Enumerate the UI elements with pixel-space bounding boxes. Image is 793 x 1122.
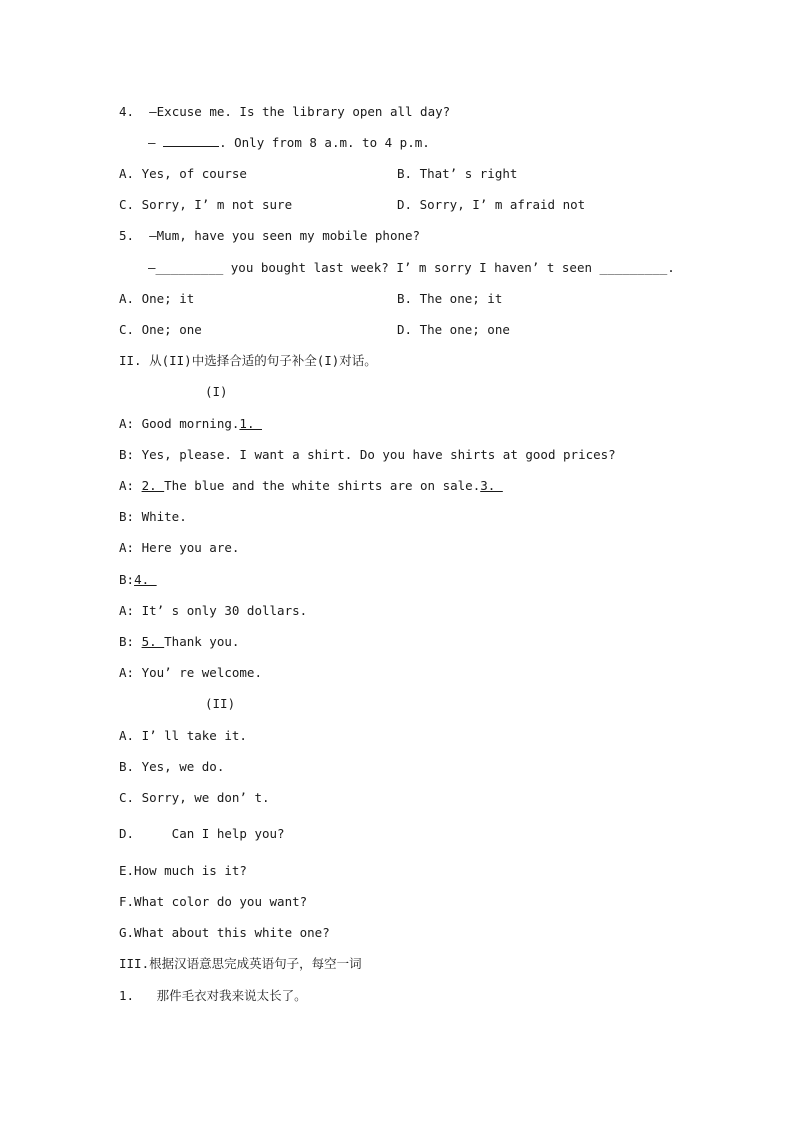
- q4-reply-line: [148, 135, 430, 151]
- q5-number: 5.: [119, 228, 135, 243]
- q5-question-line: [119, 228, 420, 244]
- q5-option-a: A. One; it: [119, 291, 195, 306]
- dialogue-line-2: B: Yes, please. I want a shirt. Do you have shirts at good prices?: [119, 447, 616, 462]
- q4-reply-text: . Only from 8 a.m. to 4 p.m.: [219, 135, 430, 150]
- choice-d: D. Can I help you?: [119, 826, 285, 841]
- part1-label: (I): [205, 384, 228, 399]
- dialogue-line-8-text: Thank you.: [164, 634, 240, 649]
- dialogue-line-6-prefix: B:: [119, 572, 135, 587]
- choice-g: G.What about this white one?: [119, 925, 330, 940]
- dialogue-line-1: [119, 416, 262, 432]
- choice-b: B. Yes, we do.: [119, 759, 225, 774]
- q4-option-d: D. Sorry, I’ m afraid not: [397, 197, 586, 212]
- choice-a: A. I’ ll take it.: [119, 728, 247, 743]
- choice-f: F.What color do you want?: [119, 894, 308, 909]
- dialogue-line-6: [119, 572, 157, 588]
- dialogue-line-3-text: The blue and the white shirts are on sale.: [164, 478, 481, 493]
- part2-label: (II): [205, 696, 236, 711]
- q4-question-line: [119, 104, 450, 120]
- q4-option-b: B. That’ s right: [397, 166, 518, 181]
- dialogue-blank-3[interactable]: 3.: [480, 478, 503, 493]
- section2-heading: [119, 353, 377, 369]
- dialogue-line-1-text: A: Good morning.: [119, 416, 240, 431]
- q4-option-c: C. Sorry, I’ m not sure: [119, 197, 293, 212]
- dialogue-blank-5[interactable]: 5.: [141, 634, 165, 649]
- q5-option-c: C. One; one: [119, 322, 202, 337]
- dialogue-line-4: B: White.: [119, 509, 187, 524]
- q4-question: —Excuse me. Is the library open all day?: [149, 104, 451, 119]
- dialogue-line-9: A: You’ re welcome.: [119, 665, 262, 680]
- dialogue-line-3-prefix: A:: [119, 478, 142, 493]
- dialogue-line-5: A: Here you are.: [119, 540, 240, 555]
- dialogue-line-3: [119, 478, 503, 494]
- q4-reply-dash: —: [148, 135, 156, 150]
- dialogue-blank-1[interactable]: 1.: [239, 416, 262, 431]
- section3-heading-text: III.根据汉语意思完成英语句子，每空一词: [119, 956, 362, 971]
- q5-option-b: B. The one; it: [397, 291, 503, 306]
- q5-reply: —_________ you bought last week? I’ m sorry I haven’ t seen _________.: [148, 260, 675, 275]
- q5-option-d: D. The one; one: [397, 322, 510, 337]
- section3-heading: [119, 956, 362, 972]
- dialogue-line-8-prefix: B:: [119, 634, 142, 649]
- dialogue-blank-4[interactable]: 4.: [134, 572, 157, 587]
- q4-option-a: A. Yes, of course: [119, 166, 247, 181]
- dialogue-blank-2[interactable]: 2.: [141, 478, 165, 493]
- q4-answer-blank[interactable]: [163, 146, 219, 147]
- dialogue-line-8: [119, 634, 239, 650]
- choice-e: E.How much is it?: [119, 863, 247, 878]
- choice-c: C. Sorry, we don’ t.: [119, 790, 270, 805]
- section2-heading-text: II. 从(II)中选择合适的句子补全(I)对话。: [119, 353, 377, 368]
- dialogue-line-7: A: It’ s only 30 dollars.: [119, 603, 308, 618]
- section3-item-1: 1. 那件毛衣对我来说太长了。: [119, 988, 307, 1003]
- q4-number: 4.: [119, 104, 135, 119]
- q5-question: —Mum, have you seen my mobile phone?: [149, 228, 421, 243]
